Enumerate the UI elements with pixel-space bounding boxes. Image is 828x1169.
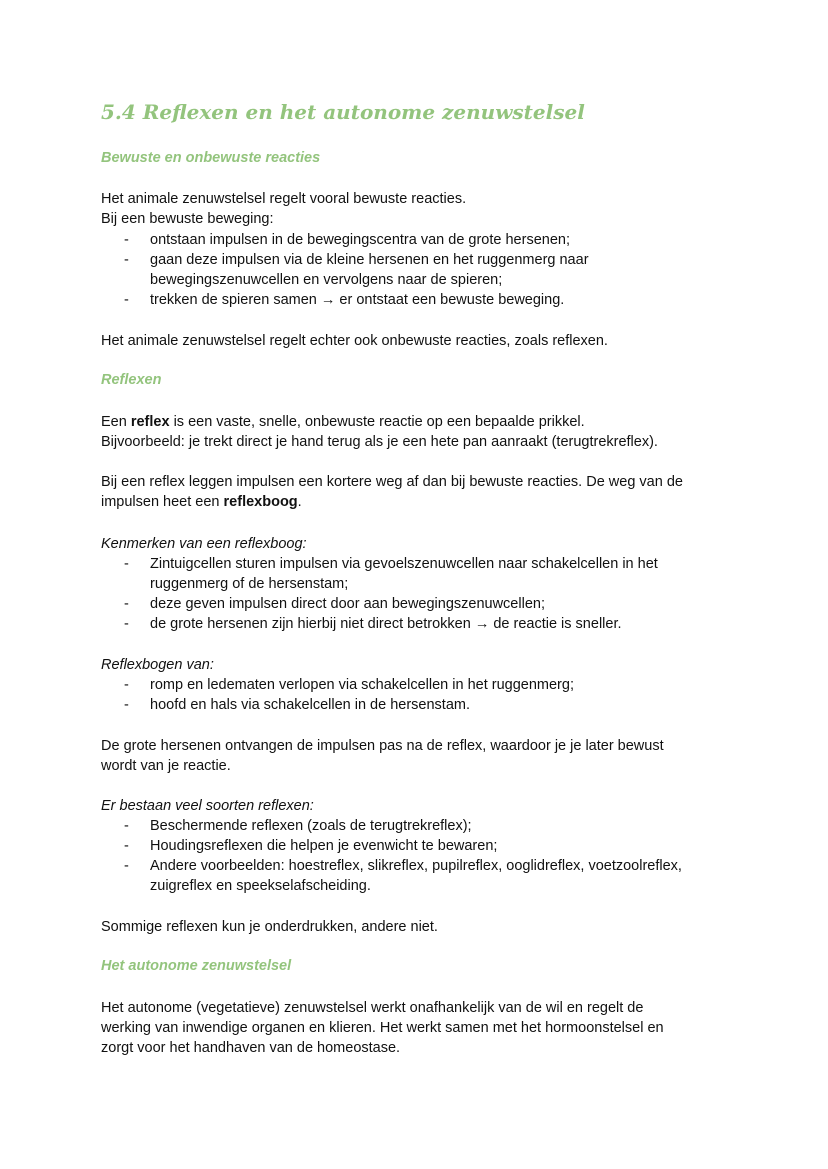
text-line: Het animale zenuwstelsel regelt echter ook onbewuste reacties, zoals reflexen. [101, 333, 608, 349]
list-item [101, 836, 682, 856]
text-line: Andere voorbeelden: hoestreflex, slikreflex, pupilreflex, ooglidreflex, voetzoolreflex, [150, 858, 682, 874]
list-item [101, 816, 682, 836]
bullet-dash: - [124, 838, 129, 854]
bullet-dash: - [124, 292, 129, 308]
list-item [101, 290, 589, 310]
text-line: Bij een bewuste beweging: [101, 211, 274, 227]
list-kenmerken [101, 554, 658, 634]
bullet-dash: - [124, 252, 129, 268]
bullet-dash: - [124, 596, 129, 612]
list-reflexbogen [101, 675, 574, 715]
list-item [101, 594, 658, 614]
text-line [101, 412, 731, 432]
paragraph-reflex-definitie [101, 412, 731, 452]
paragraph-grote-hersenen [101, 736, 731, 776]
text-line: gaan deze impulsen via de kleine hersenen en het ruggenmerg naar [150, 252, 589, 268]
text-line: ruggenmerg of de hersenstam; [150, 576, 349, 592]
text-span: . [297, 494, 302, 510]
text-line [101, 492, 731, 512]
text-line: werking van inwendige organen en klieren. Het werkt samen met het hormoonstelsel en [101, 1020, 664, 1036]
bullet-dash: - [124, 818, 129, 834]
lead-kenmerken: Kenmerken van een reflexboog: [101, 536, 307, 552]
text-span: is een vaste, snelle, onbewuste reactie op een bepaalde prikkel. [169, 414, 585, 430]
bullet-dash: - [124, 858, 129, 874]
text-span: Een [101, 414, 131, 430]
text-span: impulsen heet een [101, 494, 224, 510]
text-line: Sommige reflexen kun je onderdrukken, andere niet. [101, 919, 438, 935]
section-heading-autonoom: Het autonome zenuwstelsel [101, 958, 292, 974]
text-line: hoofd en hals via schakelcellen in de hersenstam. [150, 697, 470, 713]
text-line: ontstaan impulsen in de bewegingscentra van de grote hersenen; [150, 232, 570, 248]
text-line: Bij een reflex leggen impulsen een kortere weg af dan bij bewuste reacties. De weg van de [101, 474, 683, 490]
text-line: Het animale zenuwstelsel regelt vooral bewuste reacties. [101, 191, 467, 207]
list-item [101, 250, 589, 290]
text-line: Houdingsreflexen die helpen je evenwicht te bewaren; [150, 838, 498, 854]
lead-reflexbogen: Reflexbogen van: [101, 657, 214, 673]
text-line: romp en ledematen verlopen via schakelcellen in het ruggenmerg; [150, 677, 574, 693]
bullet-dash: - [124, 232, 129, 248]
list-item [101, 554, 658, 594]
paragraph-bewust-intro [101, 189, 731, 229]
list-item [101, 856, 682, 896]
list-bewuste-beweging [101, 230, 589, 310]
text-line: trekken de spieren samen → er ontstaat een bewuste beweging. [150, 292, 565, 308]
text-line: bewegingszenuwcellen en vervolgens naar de spieren; [150, 272, 503, 288]
term-reflex: reflex [130, 414, 170, 430]
section-heading-reflexen: Reflexen [101, 372, 162, 388]
text-line: zuigreflex en speekselafscheiding. [150, 878, 371, 894]
text-line: de grote hersenen zijn hierbij niet direct betrokken → de reactie is sneller. [150, 616, 622, 632]
text-line: Bijvoorbeeld: je trekt direct je hand terug als je een hete pan aanraakt (terugtrekreflex). [101, 434, 658, 450]
list-item [101, 695, 574, 715]
list-item [101, 614, 658, 634]
page-title: 5.4 Reflexen en het autonome zenuwstelsel [101, 100, 585, 124]
section-heading-bewust: Bewuste en onbewuste reacties [101, 150, 321, 166]
text-line: Zintuigcellen sturen impulsen via gevoelszenuwcellen naar schakelcellen in het [150, 556, 658, 572]
text-line: zorgt voor het handhaven van de homeostase. [101, 1040, 401, 1056]
lead-soorten: Er bestaan veel soorten reflexen: [101, 798, 314, 814]
list-item [101, 230, 589, 250]
bullet-dash: - [124, 616, 129, 632]
text-line: De grote hersenen ontvangen de impulsen pas na de reflex, waardoor je je later bewust [101, 738, 664, 754]
bullet-dash: - [124, 556, 129, 572]
bullet-dash: - [124, 677, 129, 693]
list-item [101, 675, 574, 695]
paragraph-autonoom [101, 998, 731, 1058]
term-reflexboog: reflexboog [223, 494, 298, 510]
text-line: Het autonome (vegetatieve) zenuwstelsel werkt onafhankelijk van de wil en regelt de [101, 1000, 644, 1016]
paragraph-bewust-onbewust [101, 331, 731, 351]
paragraph-onderdrukken [101, 917, 731, 937]
list-soorten [101, 816, 682, 896]
text-line: Beschermende reflexen (zoals de terugtrekreflex); [150, 818, 472, 834]
bullet-dash: - [124, 697, 129, 713]
text-line: wordt van je reactie. [101, 758, 231, 774]
text-line: deze geven impulsen direct door aan bewegingszenuwcellen; [150, 596, 545, 612]
paragraph-reflexboog [101, 472, 731, 512]
